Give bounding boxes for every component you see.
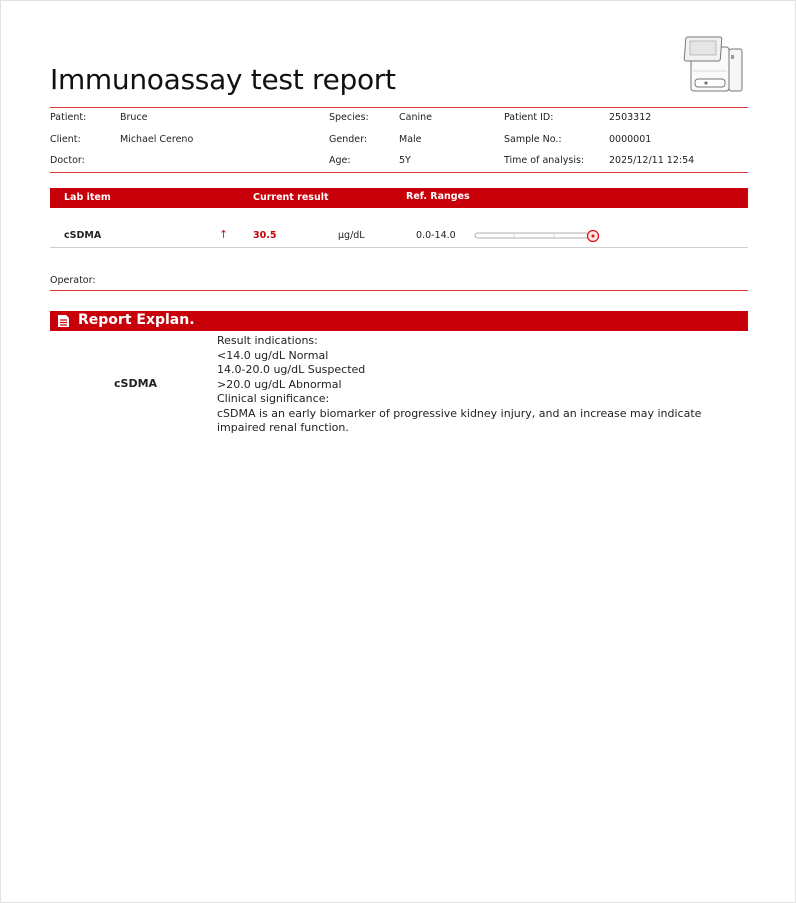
- explanation-item: cSDMA: [114, 377, 158, 390]
- operator-divider: [50, 290, 748, 291]
- header-ref-ranges: Ref. Ranges: [406, 191, 470, 202]
- time-label: Time of analysis:: [504, 155, 585, 166]
- info-row-2: [50, 134, 748, 148]
- doctor-label: Doctor:: [50, 155, 85, 166]
- time-value: 2025/12/11 12:54: [609, 155, 695, 166]
- operator-label: Operator:: [50, 275, 96, 286]
- explanation-line: Result indications:: [217, 334, 318, 347]
- patient-id-label: Patient ID:: [504, 112, 554, 123]
- row-unit: μg/dL: [338, 230, 365, 241]
- explanation-text: [217, 334, 747, 436]
- document-icon: [57, 314, 70, 328]
- row-divider: [50, 247, 748, 248]
- explanation-line: <14.0 ug/dL Normal: [217, 348, 329, 362]
- report-explanation-header: [50, 311, 748, 331]
- explanation-line: 14.0-20.0 ug/dL Suspected: [217, 363, 366, 376]
- explanation-line: cSDMA is an early biomarker of progressive kidney injury, and an increase may indicate impaired renal function.: [217, 406, 702, 434]
- species-value: Canine: [399, 112, 432, 123]
- sample-label: Sample No.:: [504, 134, 562, 145]
- header-divider: [50, 107, 748, 108]
- patient-value: Bruce: [120, 112, 148, 123]
- explanation-title: Report Explan.: [78, 312, 195, 328]
- gender-value: Male: [399, 134, 422, 145]
- patient-id-value: 2503312: [609, 112, 652, 123]
- info-row-3: [50, 155, 748, 169]
- client-value: Michael Cereno: [120, 134, 194, 145]
- analyzer-device-icon: [681, 35, 745, 99]
- row-range: 0.0-14.0: [416, 230, 456, 241]
- age-label: Age:: [329, 155, 351, 166]
- info-divider: [50, 172, 748, 173]
- gender-label: Gender:: [329, 134, 368, 145]
- row-result: 30.5: [253, 230, 277, 241]
- header-lab-item: Lab item: [64, 192, 111, 203]
- explanation-line: Clinical significance:: [217, 392, 330, 405]
- range-bar: [474, 228, 604, 244]
- species-label: Species:: [329, 112, 369, 123]
- row-item: cSDMA: [64, 230, 102, 241]
- results-table-header: [50, 188, 748, 208]
- info-row-1: [50, 112, 748, 126]
- table-row: [50, 226, 748, 248]
- client-label: Client:: [50, 134, 81, 145]
- up-arrow-icon: ↑: [219, 228, 229, 241]
- sample-value: 0000001: [609, 134, 652, 145]
- range-marker: [588, 231, 599, 242]
- explanation-line: >20.0 ug/dL Abnormal: [217, 377, 342, 391]
- report-title: Immunoassay test report: [50, 63, 396, 96]
- header-current-result: Current result: [253, 192, 329, 203]
- age-value: 5Y: [399, 155, 411, 166]
- patient-label: Patient:: [50, 112, 87, 123]
